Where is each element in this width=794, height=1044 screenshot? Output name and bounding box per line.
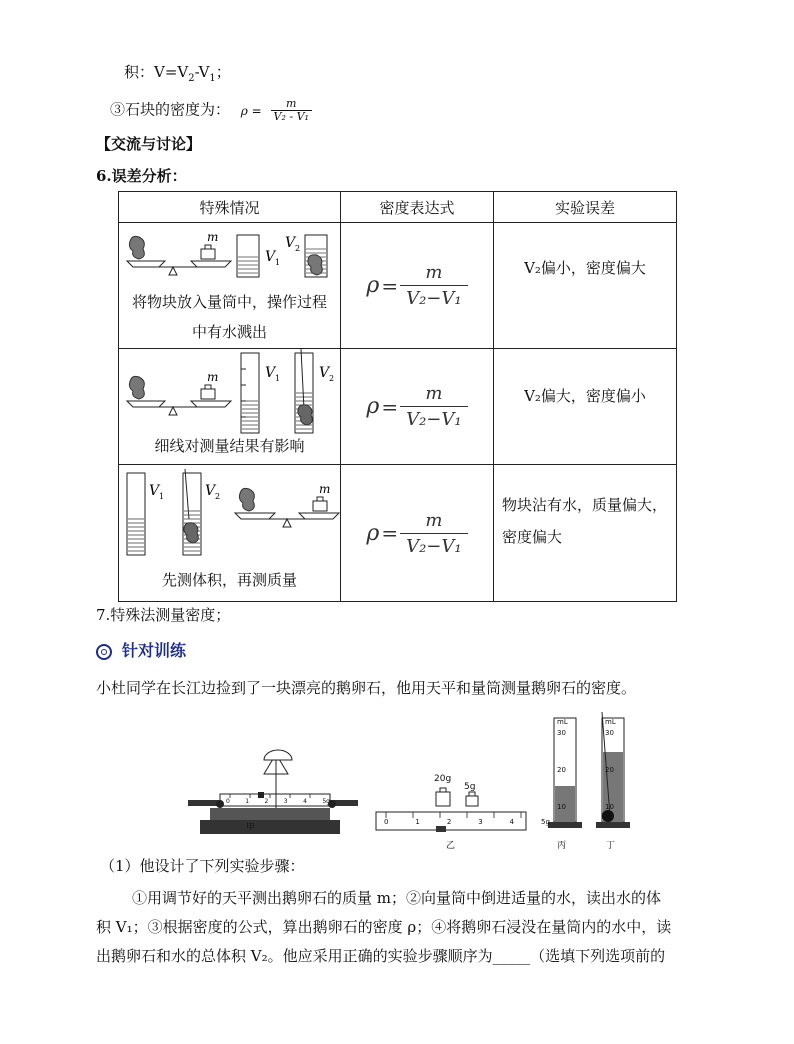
table-header-row (119, 192, 677, 223)
bullseye-icon (96, 644, 112, 660)
figure-label-jia: 甲 (246, 823, 256, 833)
svg-text:m: m (319, 482, 331, 496)
volume-then-mass-illustration (119, 469, 341, 567)
table-header: 特殊情况 (119, 192, 341, 223)
svg-text:1: 1 (159, 492, 165, 501)
row3-error (494, 465, 677, 602)
ruler-ticks: 0 1 2 3 4 5g (384, 818, 550, 826)
figure-label-yi: 乙 (446, 841, 456, 851)
svg-text:2: 2 (215, 492, 221, 501)
weight-20g: 20g (434, 774, 452, 784)
error-analysis-heading: 6.误差分析： (96, 167, 187, 185)
row1-caption-1: 将物块放入量筒中，操作过程 (131, 293, 327, 311)
table-header: 密度表达式 (341, 192, 494, 223)
row3-error-line2: 密度偏大 (502, 528, 563, 546)
section-title: 针对训练 (96, 641, 186, 661)
svg-text:1: 1 (275, 374, 281, 383)
step-line-1: ①用调节好的天平测出鹅卵石的质量 m；②向量筒中倒进适量的水，读出水的体 (132, 889, 661, 907)
table-row (119, 349, 677, 465)
row2-caption: 细线对测量结果有影响 (154, 437, 305, 455)
row1-figure (119, 223, 340, 348)
row1-error: V₂偏小，密度偏大 (494, 223, 677, 349)
row3-caption: 先测体积，再测质量 (161, 571, 297, 589)
density-formula-line: ③石块的密度为： ρ = $\frac{m}{\text{V₂ - V₁}}$ (110, 98, 312, 123)
step-intro: （1）他设计了下列实验步骤： (100, 857, 305, 875)
svg-text:V: V (319, 365, 330, 381)
table-row (119, 465, 677, 602)
step-line-3: 出鹅卵石和水的总体积 V₂。他应采用正确的实验步骤顺序为_____（选填下列选项前的 (96, 947, 666, 965)
balance-apparatus (188, 750, 358, 834)
svg-text:2: 2 (329, 374, 335, 383)
density-expression: ρ = $\frac{m}{\text{V₂−V₁}}$ (341, 349, 494, 465)
figure-label-ding: 丁 (606, 841, 616, 851)
svg-text:2: 2 (295, 244, 301, 253)
problem-intro: 小杜同学在长江边捡到了一块漂亮的鹅卵石，他用天平和量筒测量鹅卵石的密度。 (96, 679, 637, 697)
discussion-heading: 【交流与讨论】 (96, 135, 202, 153)
balance-ticks: 0 1 2 3 4 5g (226, 798, 330, 805)
row2-figure (119, 349, 340, 464)
table-row (119, 223, 677, 349)
row3-error-line1: 物块沾有水，质量偏大， (502, 496, 668, 514)
special-method-heading: 7.特殊法测量密度； (96, 606, 231, 624)
balance-thread-illustration (119, 349, 341, 437)
row3-figure (119, 465, 340, 601)
error-analysis-table (118, 191, 677, 602)
density-expression: ρ = $\frac{m}{\text{V₂−V₁}}$ (341, 223, 494, 349)
density-fraction: $\frac{m}{\text{V₂ - V₁}}$ (271, 98, 312, 123)
svg-text:V: V (285, 235, 296, 251)
row2-error: V₂偏大，密度偏小 (494, 349, 677, 465)
row1-caption-2: 中有水溅出 (191, 323, 267, 341)
svg-text:1: 1 (275, 258, 281, 267)
svg-text:V: V (265, 249, 276, 265)
weight-5g: 5g (464, 782, 476, 792)
svg-text:V: V (265, 365, 276, 381)
cylinder-bing-scale: mL 30 20 10 (557, 718, 568, 811)
table-header: 实验误差 (494, 192, 677, 223)
step-line-2: 积 V₁；③根据密度的公式，算出鹅卵石的密度 ρ；④将鹅卵石浸没在量筒内的水中，读 (96, 918, 672, 936)
figure-label-bing: 丙 (557, 841, 567, 851)
density-expression: ρ = $\frac{m}{\text{V₂−V₁}}$ (341, 465, 494, 602)
svg-text:V: V (149, 483, 160, 499)
cylinder-ding-scale: mL 30 20 10 (605, 718, 616, 811)
svg-text:V: V (205, 483, 216, 499)
volume-formula-line: 积：$V=V_2-V_1$； (124, 63, 231, 84)
svg-text:m: m (207, 370, 219, 384)
mass-label: m (207, 230, 219, 244)
